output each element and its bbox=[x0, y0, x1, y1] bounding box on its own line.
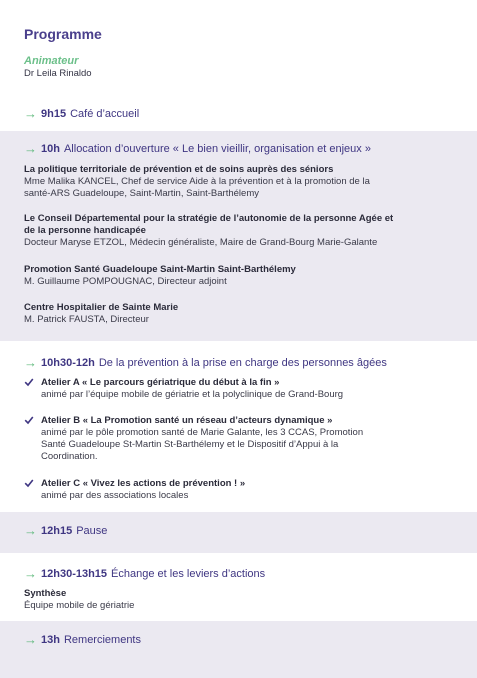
session-row-3 bbox=[24, 356, 387, 369]
session-time: 12h15 bbox=[41, 524, 73, 537]
atelier-c bbox=[24, 478, 444, 502]
speaker-title: de la personne handicapée bbox=[24, 225, 146, 236]
animateur-label: Animateur bbox=[24, 55, 79, 67]
synthese-line: Équipe mobile de gériatrie bbox=[24, 600, 135, 611]
animateur-name: Dr Leila Rinaldo bbox=[24, 68, 92, 79]
arrow-right-icon: → bbox=[24, 141, 37, 156]
checkmark-icon bbox=[24, 415, 34, 425]
speaker-title: La politique territoriale de prévention et de soins auprès des séniors bbox=[24, 164, 334, 175]
atelier-line: animé par le pôle promotion santé de Marie Galante, les 3 CCAS, Promotion bbox=[41, 427, 364, 438]
session-band-closing bbox=[0, 621, 477, 678]
atelier-line: animé par l’équipe mobile de gériatrie et la polyclinique de Grand-Bourg bbox=[41, 389, 344, 400]
checkmark-icon bbox=[24, 377, 34, 387]
atelier-title: Atelier C « Vivez les actions de prévention ! » bbox=[41, 478, 246, 489]
synthese-block bbox=[24, 588, 454, 612]
atelier-title: Atelier B « La Promotion santé un réseau d’acteurs dynamique » bbox=[41, 415, 333, 426]
speaker-line: Docteur Maryse ETZOL, Médecin généraliste, Maire de Grand-Bourg Marie-Galante bbox=[24, 237, 378, 248]
checkmark-icon bbox=[24, 478, 34, 488]
speaker-block-3 bbox=[24, 264, 454, 288]
arrow-right-icon: → bbox=[24, 355, 37, 370]
session-time: 9h15 bbox=[41, 107, 67, 120]
session-time: 10h bbox=[41, 142, 60, 155]
session-time: 12h30-13h15 bbox=[41, 567, 108, 580]
speaker-title: Centre Hospitalier de Sainte Marie bbox=[24, 302, 179, 313]
speaker-line: santé-ARS Guadeloupe, Saint-Martin, Saint-Barthélemy bbox=[24, 188, 259, 199]
session-row-1 bbox=[24, 107, 139, 120]
session-row-2 bbox=[24, 142, 371, 155]
speaker-block-1 bbox=[24, 164, 454, 200]
atelier-line: animé par des associations locales bbox=[41, 490, 189, 501]
session-title: De la prévention à la prise en charge des personnes âgées bbox=[98, 356, 387, 369]
session-title: Pause bbox=[76, 524, 108, 537]
session-title: Remerciements bbox=[63, 633, 141, 646]
page-title: Programme bbox=[24, 26, 102, 42]
session-time: 10h30-12h bbox=[41, 356, 95, 369]
arrow-right-icon: → bbox=[24, 632, 37, 647]
speaker-block-2 bbox=[24, 213, 454, 249]
arrow-right-icon: → bbox=[24, 106, 37, 121]
speaker-title: Le Conseil Départemental pour la stratégie de l’autonomie de la personne Agée et bbox=[24, 213, 394, 224]
speaker-block-4 bbox=[24, 302, 454, 326]
session-title: Allocation d’ouverture « Le bien vieillir, organisation et enjeux » bbox=[63, 142, 371, 155]
synthese-title: Synthèse bbox=[24, 588, 67, 599]
atelier-title: Atelier A « Le parcours gériatrique du début à la fin » bbox=[41, 377, 280, 388]
session-row-5 bbox=[24, 567, 265, 580]
atelier-a bbox=[24, 377, 444, 401]
session-title: Échange et les leviers d’actions bbox=[111, 567, 266, 580]
speaker-line: Mme Malika KANCEL, Chef de service Aide à la prévention et à la promotion de la bbox=[24, 176, 370, 187]
arrow-right-icon: → bbox=[24, 566, 37, 581]
session-title: Café d’accueil bbox=[70, 107, 140, 120]
session-row-6 bbox=[24, 633, 141, 646]
atelier-line: Santé Guadeloupe St-Martin St-Barthélemy et le Dispositif d’Appui à la bbox=[41, 439, 339, 450]
speaker-title: Promotion Santé Guadeloupe Saint-Martin Saint-Barthélemy bbox=[24, 264, 296, 275]
session-time: 13h bbox=[41, 633, 60, 646]
session-row-4 bbox=[24, 524, 107, 537]
arrow-right-icon: → bbox=[24, 523, 37, 538]
atelier-line: Coordination. bbox=[41, 451, 98, 462]
atelier-b bbox=[24, 415, 444, 463]
speaker-line: M. Patrick FAUSTA, Directeur bbox=[24, 314, 149, 325]
speaker-line: M. Guillaume POMPOUGNAC, Directeur adjoint bbox=[24, 276, 227, 287]
